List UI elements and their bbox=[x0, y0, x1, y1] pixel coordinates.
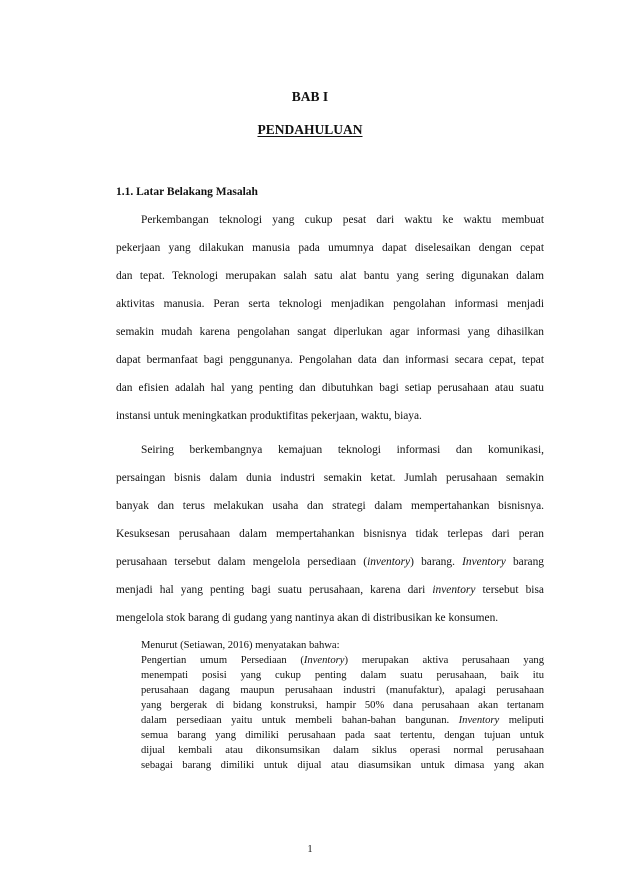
paragraph-line: dan tepat. Teknologi merupakan salah satu alat bantu yang sering digunakan dalam bbox=[116, 270, 544, 282]
quote-line: sebagai barang dimiliki untuk dijual atau diasumsikan untuk dimasa yang akan bbox=[141, 760, 544, 771]
quote-line bbox=[141, 715, 544, 726]
paragraph-line: mengelola stok barang di gudang yang nantinya akan di distribusikan ke konsumen. bbox=[116, 612, 499, 624]
quote-line: yang bergerak di bidang konstruksi, hampir 50% dana perusahaan akan tertanam bbox=[141, 700, 544, 711]
paragraph-line bbox=[116, 556, 544, 568]
text-segment: Pengertian umum Persediaan ( bbox=[141, 655, 304, 666]
text-segment: ) merupakan aktiva perusahaan yang bbox=[344, 655, 544, 666]
text-segment: tersebut bisa bbox=[482, 584, 544, 596]
text-segment: dalam persediaan yaitu untuk membeli bahan-bahan bangunan. bbox=[141, 715, 450, 726]
italic-term: inventory bbox=[432, 584, 476, 596]
italic-term: Inventory bbox=[462, 556, 506, 568]
paragraph-line: aktivitas manusia. Peran serta teknologi menjadikan pengolahan informasi menjadi bbox=[116, 298, 544, 310]
paragraph-line: Perkembangan teknologi yang cukup pesat dari waktu ke waktu membuat bbox=[141, 214, 544, 226]
quote-line: perusahaan dagang maupun perusahaan industri (manufaktur), apalagi perusahaan bbox=[141, 685, 544, 696]
italic-term: inventory bbox=[367, 556, 411, 568]
paragraph-line: dapat bermanfaat bagi penggunanya. Pengolahan data dan informasi secara cepat, tepat bbox=[116, 354, 544, 366]
paragraph-line: banyak dan terus melakukan usaha dan strategi dalam mempertahankan bisnisnya. bbox=[116, 500, 544, 512]
italic-term: Inventory bbox=[458, 715, 500, 726]
paragraph-line: dan efisien adalah hal yang penting dan dibutuhkan bagi setiap perusahaan atau suatu bbox=[116, 382, 544, 394]
quote-line: menempati posisi yang cukup penting dalam suatu perusahaan, baik itu bbox=[141, 670, 544, 681]
quote-line: semua barang yang dimiliki perusahaan pada saat tertentu, dengan tujuan untuk bbox=[141, 730, 544, 741]
quote-line bbox=[141, 655, 544, 666]
paragraph-line: Kesuksesan perusahaan dalam mempertahankan bisnisnya tidak terlepas dari peran bbox=[116, 528, 544, 540]
page-number: 1 bbox=[307, 844, 313, 855]
text-segment: meliputi bbox=[508, 715, 544, 726]
text-segment: barang bbox=[512, 556, 544, 568]
text-segment: menjadi hal yang penting bagi suatu perusahaan, karena dari bbox=[116, 584, 426, 596]
paragraph-line: instansi untuk meningkatkan produktifitas pekerjaan, waktu, biaya. bbox=[116, 410, 422, 422]
paragraph-line: semakin mudah karena pengolahan sangat diperlukan agar informasi yang dihasilkan bbox=[116, 326, 544, 338]
quote-intro: Menurut (Setiawan, 2016) menyatakan bahwa: bbox=[141, 640, 340, 651]
paragraph-line: persaingan bisnis dalam dunia industri semakin ketat. Jumlah perusahaan semakin bbox=[116, 472, 544, 484]
chapter-number: BAB I bbox=[291, 89, 329, 104]
chapter-title: PENDAHULUAN bbox=[257, 122, 363, 137]
quote-line: dijual kembali atau dikonsumsikan dalam siklus operasi normal perusahaan bbox=[141, 745, 544, 756]
paragraph-line: Seiring berkembangnya kemajuan teknologi informasi dan komunikasi, bbox=[141, 444, 544, 456]
paragraph-line: pekerjaan yang dilakukan manusia pada umumnya dapat diselesaikan dengan cepat bbox=[116, 242, 544, 254]
text-segment: perusahaan tersebut dalam mengelola persediaan ( bbox=[116, 556, 368, 568]
section-heading: 1.1. Latar Belakang Masalah bbox=[116, 186, 258, 198]
paragraph-line bbox=[116, 584, 544, 596]
italic-term: Inventory bbox=[303, 655, 345, 666]
text-segment: ) barang. bbox=[410, 556, 455, 568]
